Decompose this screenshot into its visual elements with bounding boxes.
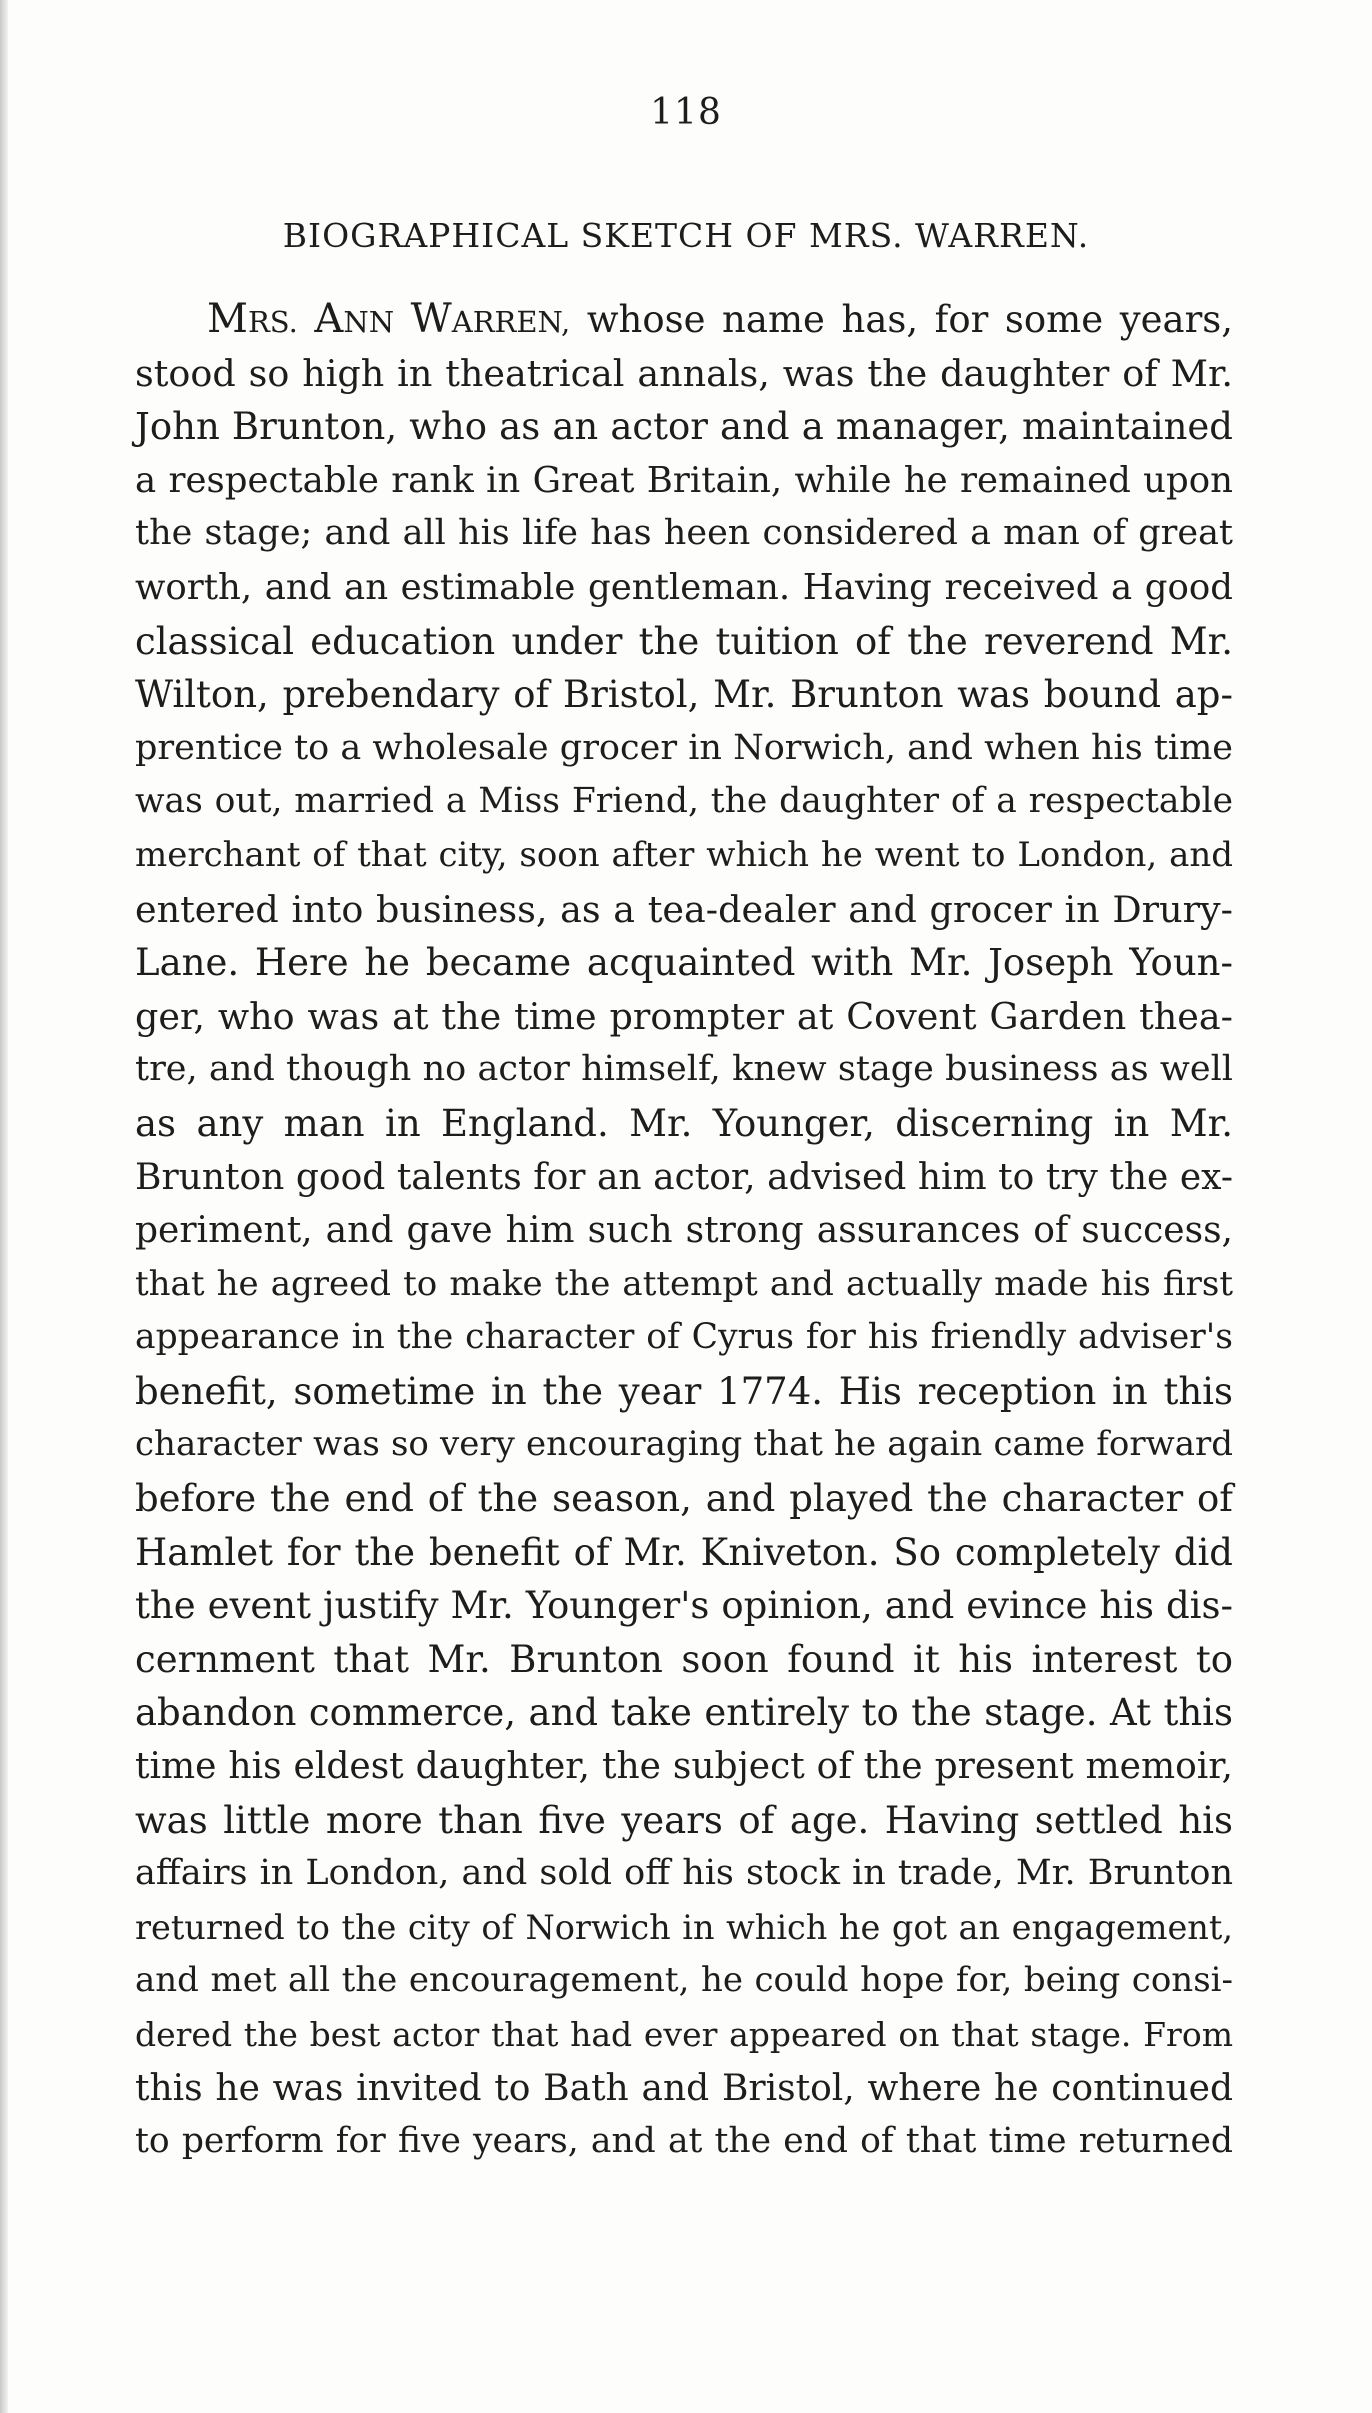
text-line: ger, who was at the time prompter at Covent Garden thea- — [135, 994, 1233, 1038]
text-line: tre, and though no actor himself, knew stage business as well — [135, 1049, 1233, 1090]
text-line: appearance in the character of Cyrus for his friendly adviser's — [135, 1317, 1233, 1358]
page-binding-edge — [0, 0, 8, 2413]
opening-mrs-initial: M — [207, 296, 248, 342]
text-line: cernment that Mr. Brunton soon found it his interest to — [135, 1637, 1233, 1681]
text-line: a respectable rank in Great Britain, while he remained upon — [135, 459, 1233, 501]
text-line: classical education under the tuition of the reverend Mr. — [135, 619, 1233, 663]
page-number: 118 — [650, 92, 722, 133]
opening-line — [135, 293, 1233, 347]
text-line: worth, and an estimable gentleman. Having received a good — [135, 566, 1233, 608]
text-line: affairs in London, and sold off his stock in trade, Mr. Brunton — [135, 1853, 1233, 1894]
opening-warren-initial: W — [410, 296, 452, 342]
text-line: merchant of that city, soon after which he went to London, and — [135, 834, 1233, 875]
text-line: Wilton, prebendary of Bristol, Mr. Brunton was bound ap- — [135, 673, 1233, 717]
text-line: Brunton good talents for an actor, advised him to try the ex- — [135, 1156, 1233, 1198]
text-line: John Brunton, who as an actor and a manager, maintained — [135, 405, 1233, 449]
text-line: the stage; and all his life has heen considered a man of great — [135, 513, 1233, 554]
text-line: Hamlet for the benefit of Mr. Kniveton. So completely did — [135, 1530, 1233, 1574]
text-line: periment, and gave him such strong assurances of success, — [135, 1210, 1233, 1252]
text-line: character was so very encouraging that he again came forward — [135, 1424, 1233, 1465]
text-line: stood so high in theatrical annals, was the daughter of Mr. — [135, 351, 1233, 395]
opening-ann-rest: NN — [343, 305, 395, 339]
text-line: this he was invited to Bath and Bristol, where he continued — [135, 2067, 1233, 2109]
opening-mrs-rest: RS. — [247, 305, 298, 339]
opening-warren-rest: ARREN, — [451, 305, 571, 339]
text-line: Lane. Here he became acquainted with Mr. Joseph Youn- — [135, 941, 1233, 985]
text-line: returned to the city of Norwich in which he got an engagement, — [135, 1907, 1233, 1947]
body-paragraph — [135, 293, 1233, 2169]
text-line: time his eldest daughter, the subject of the present memoir, — [135, 1746, 1233, 1788]
text-line: abandon commerce, and take entirely to the stage. At this — [135, 1691, 1233, 1735]
opening-line-remainder: whose name has, for some years, — [586, 298, 1233, 341]
text-line: to perform for five years, and at the end of that time returned — [135, 2121, 1233, 2162]
opening-ann-initial: A — [314, 296, 344, 342]
text-line: dered the best actor that had ever appeared on that stage. From — [135, 2015, 1233, 2054]
text-line: that he agreed to make the attempt and actually made his first — [135, 1263, 1233, 1304]
text-line: was little more than five years of age. Having settled his — [135, 1798, 1233, 1842]
text-line: prentice to a wholesale grocer in Norwich, and when his time — [135, 727, 1233, 768]
text-line: the event justify Mr. Younger's opinion, and evince his dis- — [135, 1584, 1233, 1628]
text-line: as any man in England. Mr. Younger, discerning in Mr. — [135, 1101, 1233, 1145]
text-line: and met all the encouragement, he could hope for, being consi- — [135, 1960, 1233, 2001]
chapter-heading: BIOGRAPHICAL SKETCH OF MRS. WARREN. — [282, 216, 1090, 255]
text-line: before the end of the season, and played the character of — [135, 1477, 1233, 1521]
text-line: entered into business, as a tea-dealer and grocer in Drury- — [135, 887, 1233, 931]
text-line: was out, married a Miss Friend, the daughter of a respectable — [135, 781, 1233, 822]
text-line: benefit, sometime in the year 1774. His reception in this — [135, 1369, 1233, 1413]
